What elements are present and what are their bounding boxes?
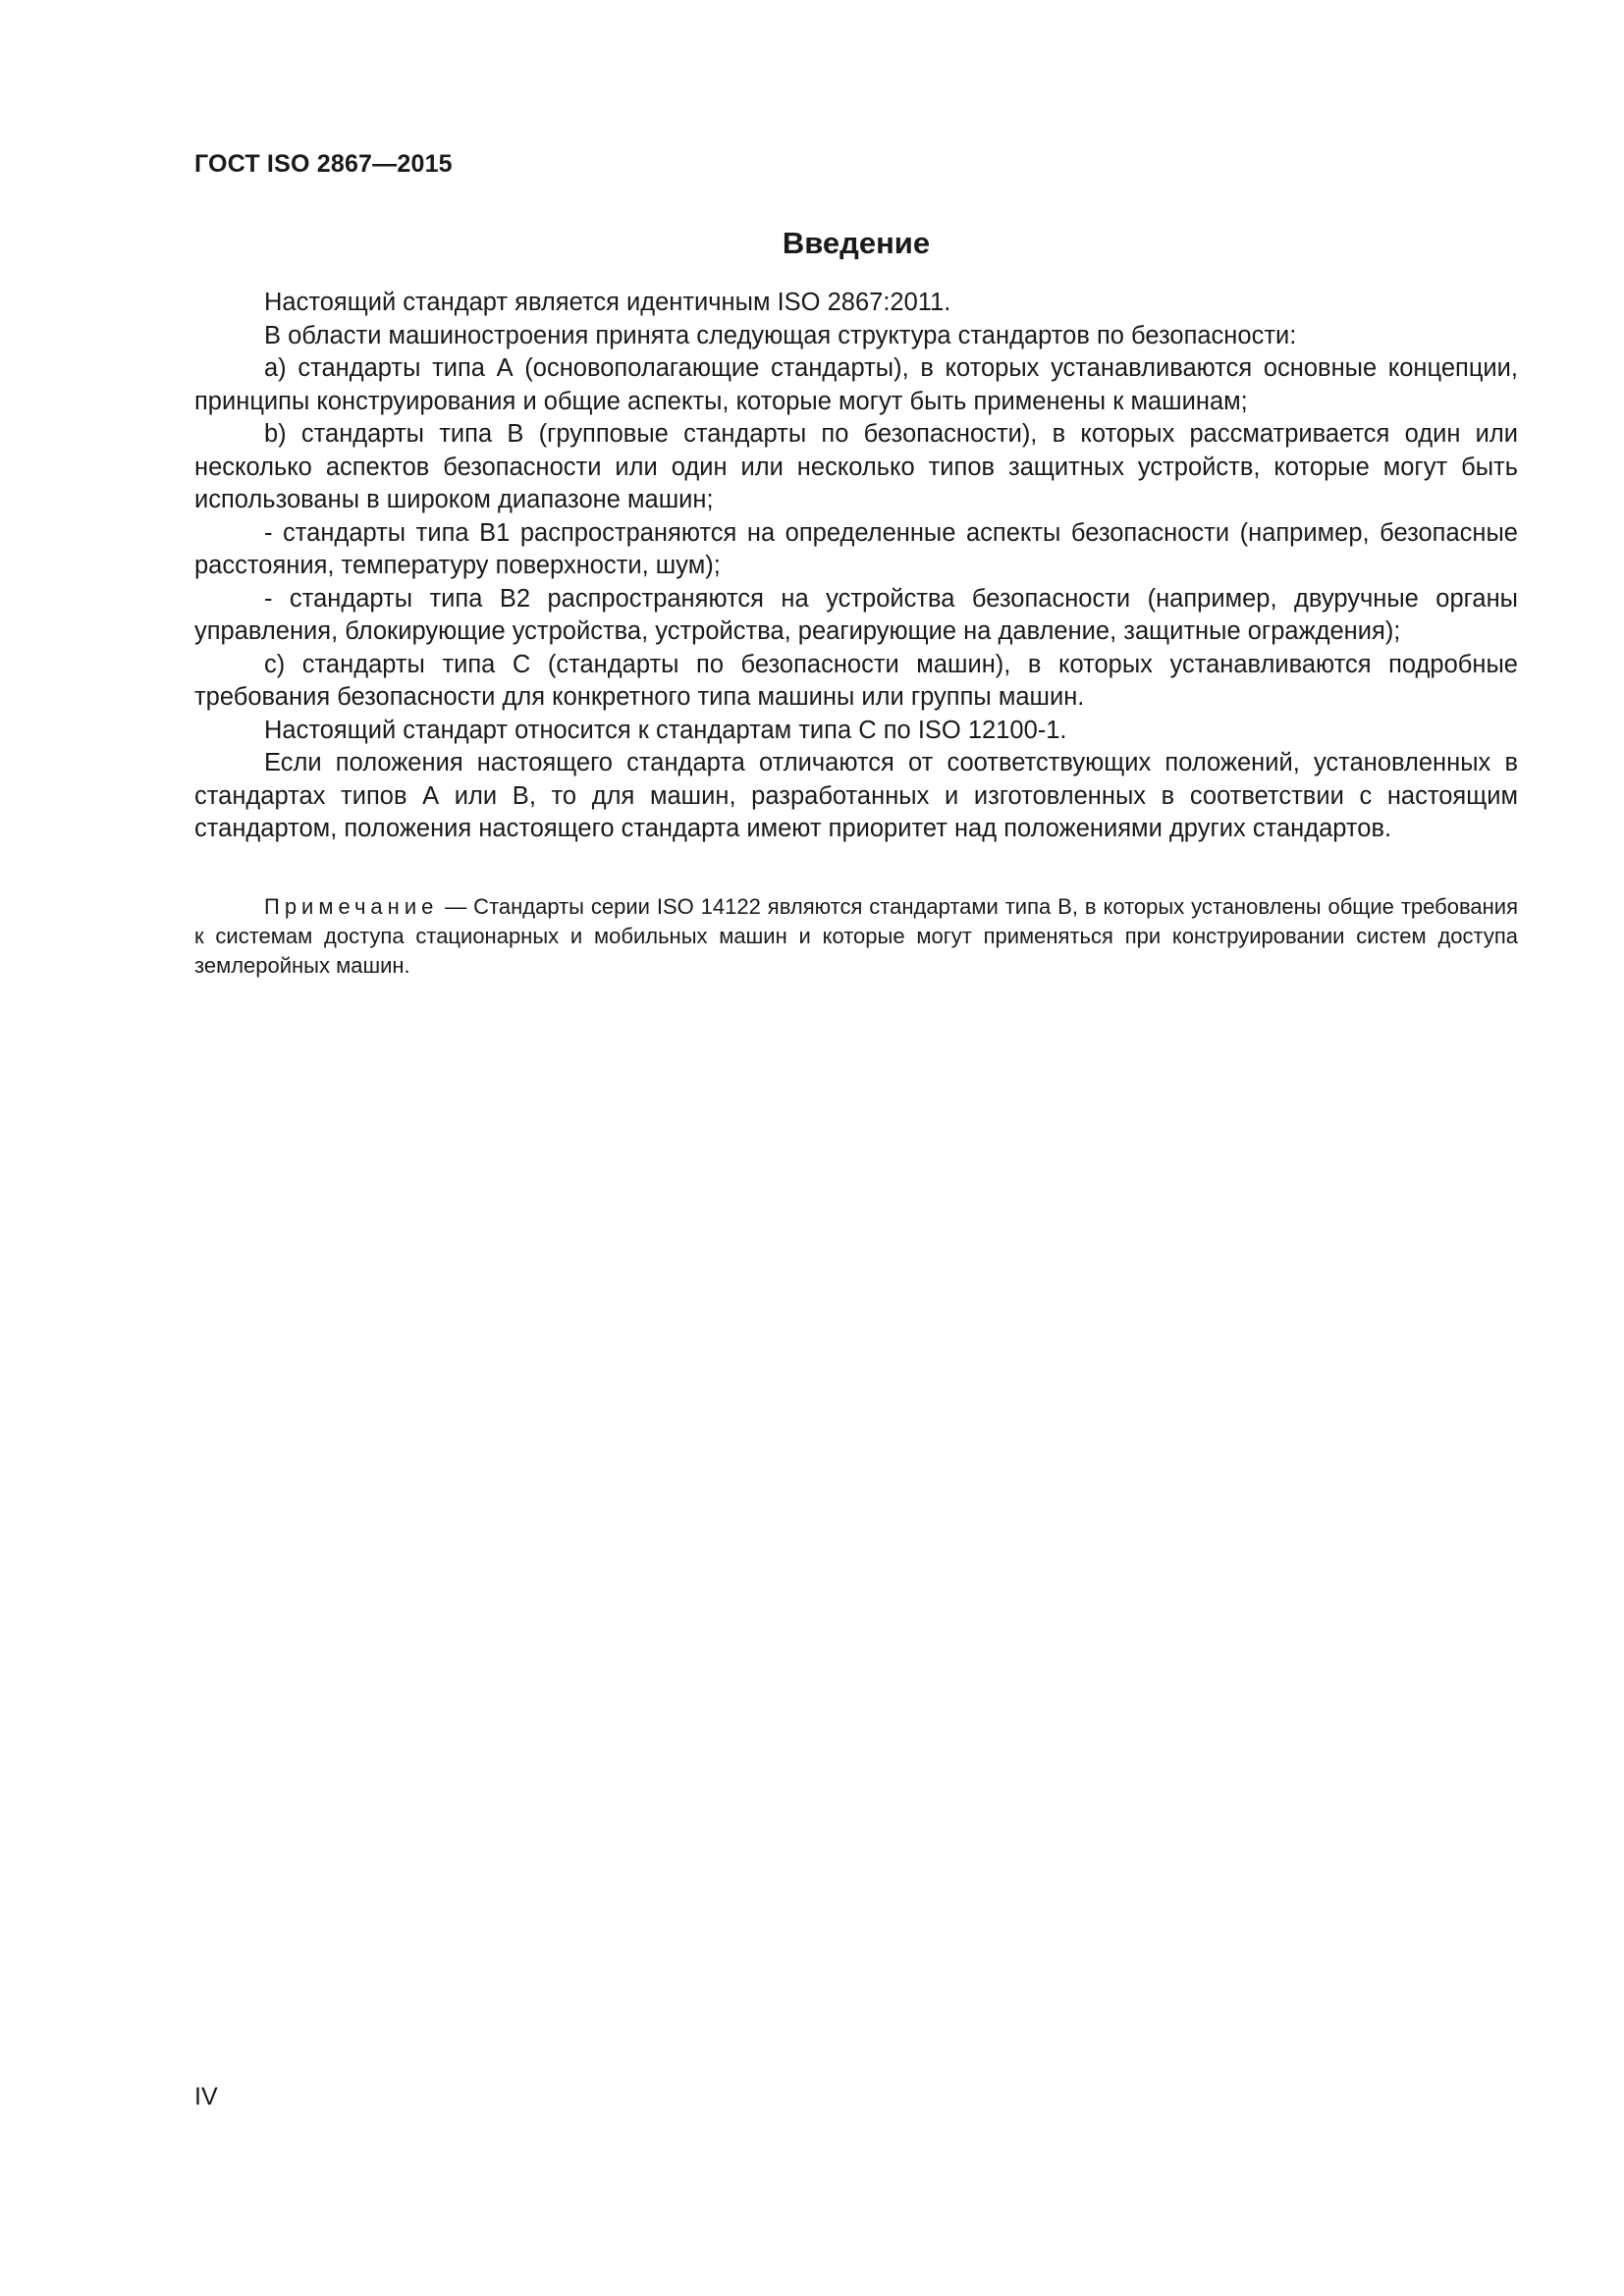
body-text [194, 287, 1518, 846]
note-text: — Стандарты серии ISO 14122 являются стандартами типа В, в которых установлены общие требования к системам доступа стационарных и мобильных машин и которые могут применяться при конструировании систем доступа землеройных машин. [194, 894, 1518, 978]
paragraph: В области машиностроения принята следующая структура стандартов по безопасности: [264, 321, 1297, 349]
paragraph: Настоящий стандарт является идентичным ISO 2867:2011. [264, 289, 951, 316]
paragraph: Настоящий стандарт относится к стандартам типа С по ISO 12100-1. [264, 716, 1067, 744]
note-label: Примечание [264, 894, 439, 919]
paragraph: c) стандарты типа С (стандарты по безопасности машин), в которых устанавливаются подробные требования безопасности для конкретного типа машины или группы машин. [194, 650, 1518, 711]
paragraph: Если положения настоящего стандарта отличаются от соответствующих положений, установленных в стандартах типов А или В, то для машин, разработанных и изготовленных в соответствии с настоящим стандартом, положения настоящего стандарта имеют приоритет над положениями других стандартов. [194, 749, 1518, 842]
paragraph: b) стандарты типа В (групповые стандарты по безопасности), в которых рассматривается один или несколько аспектов безопасности или один или несколько типов защитных устройств, которые могут быть использованы в широком диапазоне машин; [194, 420, 1518, 513]
paragraph: - стандарты типа В1 распространяются на определенные аспекты безопасности (например, безопасные расстояния, температуру поверхности, шум); [194, 518, 1518, 579]
document-header: ГОСТ ISO 2867—2015 [194, 150, 453, 178]
section-title: Введение [782, 226, 931, 260]
paragraph: a) стандарты типа А (основополагающие стандарты), в которых устанавливаются основные концепции, принципы конструирования и общие аспекты, которые могут быть применены к машинам; [194, 354, 1518, 415]
page-number: IV [194, 2083, 218, 2110]
note [194, 892, 1518, 981]
paragraph: - стандарты типа В2 распространяются на устройства безопасности (например, двуручные органы управления, блокирующие устройства, устройства, реагирующие на давление, защитные ограждения); [194, 584, 1518, 645]
